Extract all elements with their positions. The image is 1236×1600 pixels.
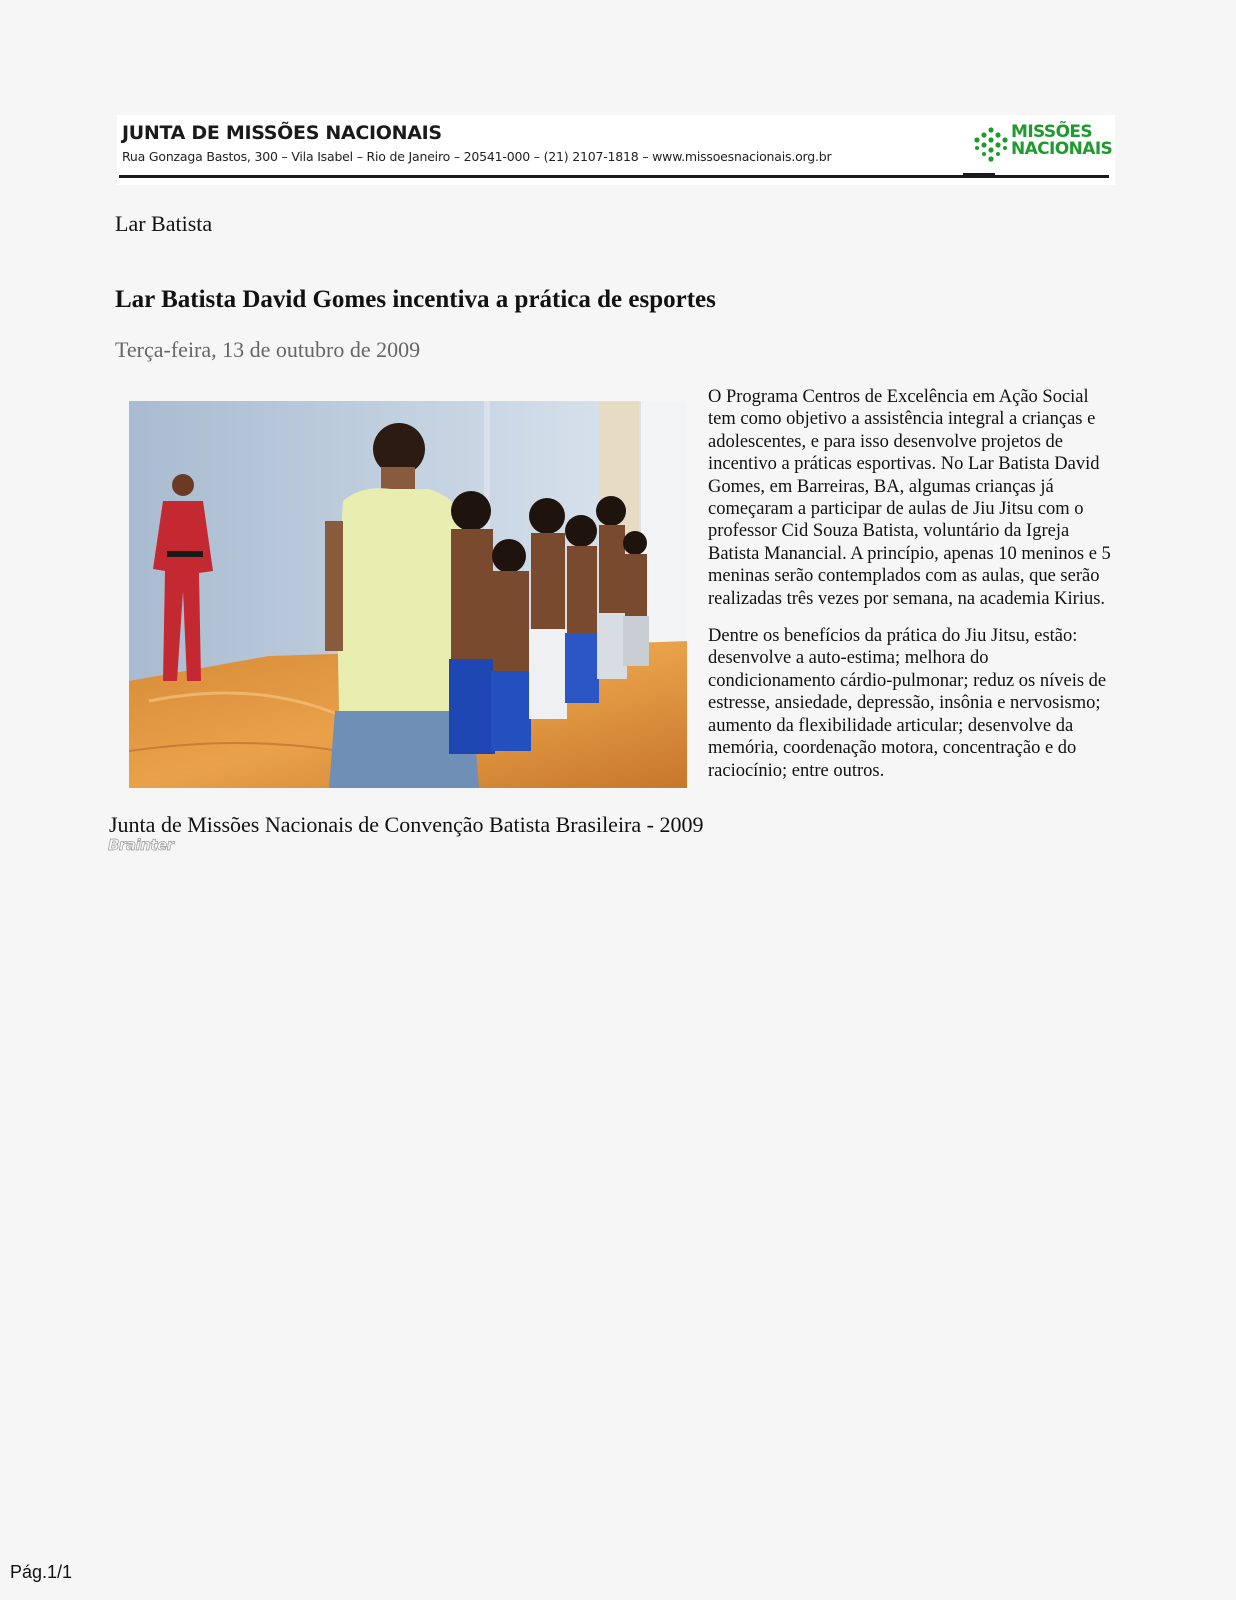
article-date: Terça-feira, 13 de outubro de 2009 — [115, 337, 421, 362]
article-body — [708, 386, 1116, 797]
letterhead — [117, 115, 1115, 185]
letterhead-address: Rua Gonzaga Bastos, 300 – Vila Isabel – Rio de Janeiro – 20541-000 – (21) 2107-1818 – www.missoesnacionais.org.br — [122, 149, 832, 164]
logo-line-1: MISSÕES — [1011, 122, 1093, 142]
logo-wordmark — [1011, 124, 1112, 158]
article-photo — [129, 401, 687, 788]
page-number: Pág.1/1 — [10, 1562, 73, 1582]
letterhead-divider-accent — [963, 173, 995, 176]
section-label: Lar Batista — [115, 211, 213, 236]
letterhead-divider — [119, 175, 1109, 178]
article-title: Lar Batista David Gomes incentiva a prática de esportes — [115, 286, 716, 313]
missoes-nacionais-logo — [971, 124, 1111, 164]
footer-text: Junta de Missões Nacionais de Convenção Batista Brasileira - 2009 — [109, 812, 704, 837]
article-paragraph: Dentre os benefícios da prática do Jiu Jitsu, estão: desenvolve a auto-estima; melhora do condicionamento cárdio-pulmonar; reduz os níveis de estresse, ansiedade, depressão, insônia e nervosismo; aumento da flexibilidade articular; desenvolve da memória, coordenação motora, concentração e do raciocínio; entre outros. — [708, 626, 1107, 781]
logo-line-2: NACIONAIS — [1011, 139, 1113, 159]
article-paragraph: O Programa Centros de Excelência em Ação Social tem como objetivo a assistência integral a crianças e adolescentes, e para isso desenvolve projetos de incentivo a práticas esportivas. No Lar Batista David Gomes, em Barreiras, BA, algumas crianças já começaram a participar de aulas de Jiu Jitsu com o professor Cid Souza Batista, voluntário da Igreja Batista Manancial. A princípio, apenas 10 meninos e 5 meninas serão contemplados com as aulas, que serão realizadas três vezes por semana, na academia Kirius. — [708, 387, 1111, 609]
brainter-watermark: Brainter — [108, 836, 174, 854]
diamond-dots-logo-icon — [971, 126, 1011, 162]
letterhead-organization: JUNTA DE MISSÕES NACIONAIS — [122, 122, 442, 144]
